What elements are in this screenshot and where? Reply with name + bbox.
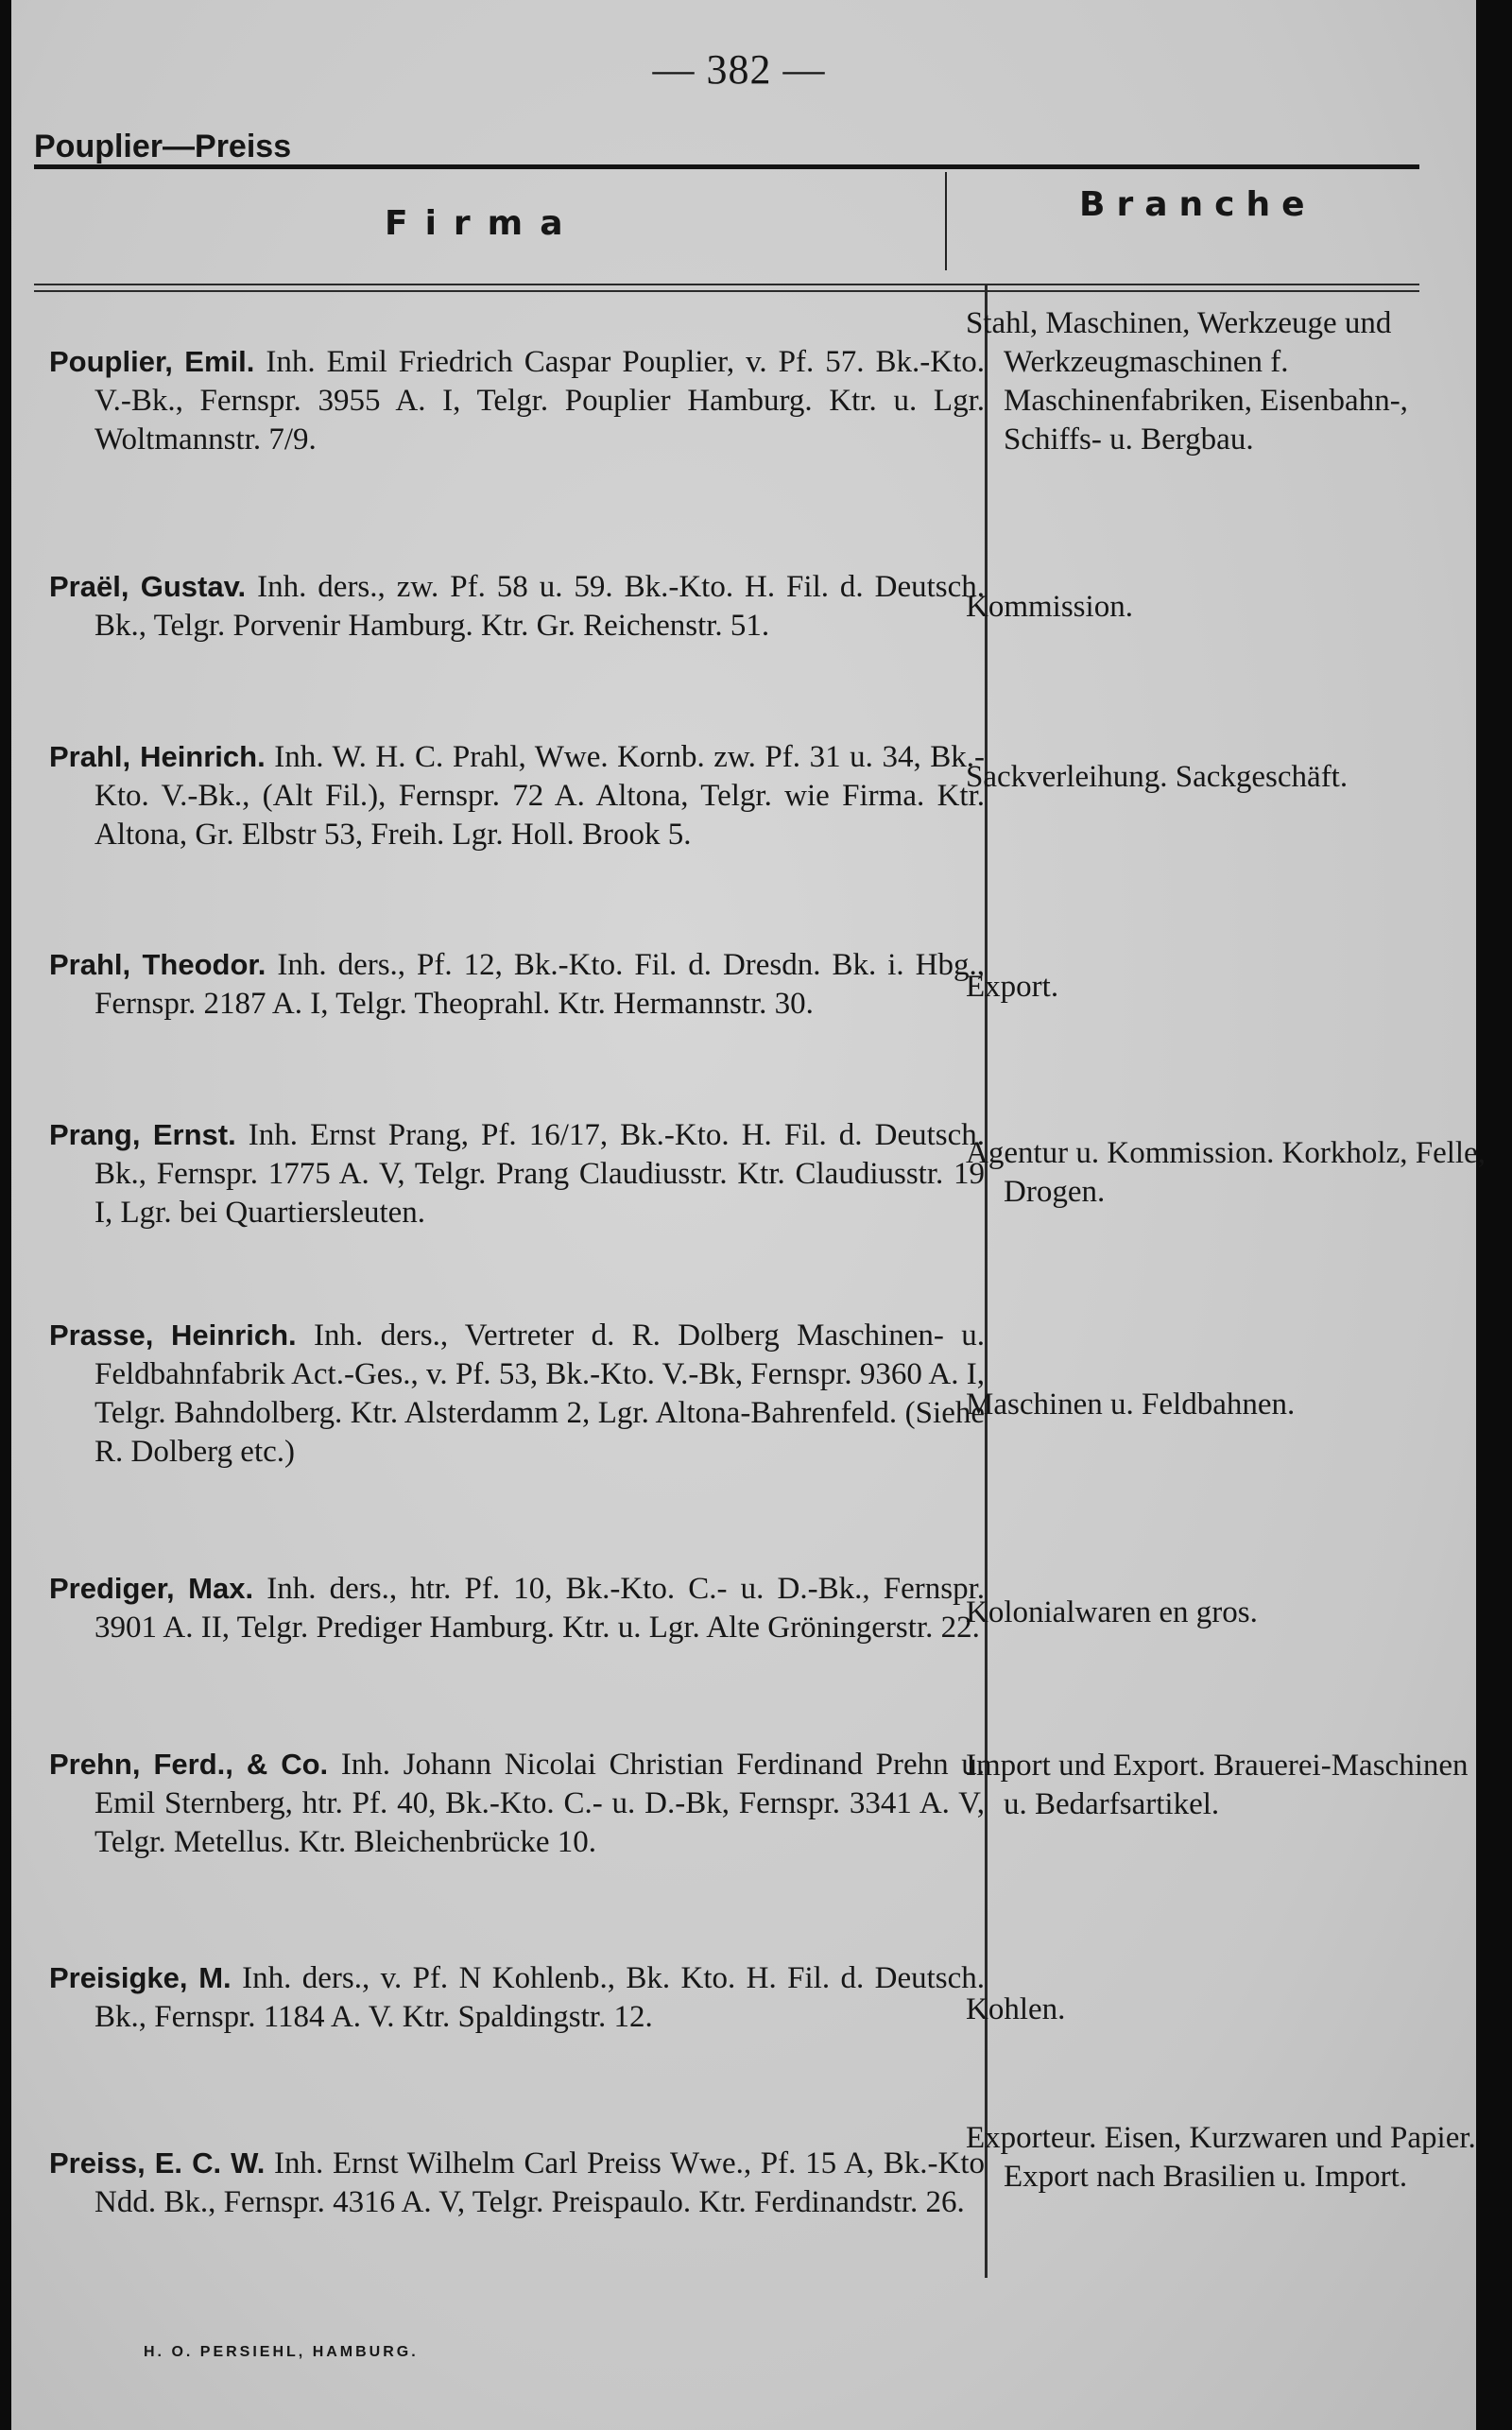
- header-double-rule-bottom: [34, 290, 1419, 292]
- firm-name: Preisigke, M.: [49, 1961, 232, 1994]
- firm-name: Prahl, Theodor.: [49, 948, 266, 981]
- header-column-divider: [945, 172, 947, 270]
- directory-entry: [49, 1115, 985, 1232]
- column-header-firma: Firma: [385, 204, 580, 243]
- entry-branche: Stahl, Maschinen, Werkzeuge und Werkzeugmaschinen f. Maschinenfabriken, Eisenbahn-, Schiffs- u. Bergbau.: [966, 306, 1408, 457]
- directory-entry: [49, 1316, 985, 1472]
- directory-entry: [49, 737, 985, 854]
- entry-branche: Sackverleihung. Sackgeschäft.: [966, 760, 1349, 794]
- entry-branche: Kohlen.: [966, 1992, 1066, 2026]
- entry-firma: [49, 737, 985, 854]
- entry-firma: [49, 567, 985, 646]
- firm-name: Prehn, Ferd., & Co.: [49, 1748, 329, 1781]
- firm-name: Prahl, Heinrich.: [49, 740, 266, 773]
- entry-branche: Agentur u. Kommission. Korkholz, Felle, Drogen.: [966, 1136, 1486, 1209]
- firm-details: Inh. ders., Pf. 12, Bk.-Kto. Fil. d. Dresdn. Bk. i. Hbg., Fernspr. 2187 A. I, Telgr. Theoprahl. Ktr. Hermannstr. 30.: [94, 948, 985, 1021]
- column-header-branche: Branche: [1079, 185, 1316, 224]
- entry-branche: Exporteur. Eisen, Kurzwaren und Papier. Export nach Brasilien u. Import.: [966, 2121, 1476, 2194]
- printer-imprint: H. O. PERSIEHL, HAMBURG.: [144, 2344, 419, 2360]
- firm-name: Prasse, Heinrich.: [49, 1318, 297, 1352]
- entry-branche: Kolonialwaren en gros.: [966, 1595, 1258, 1629]
- firm-name: Pouplier, Emil.: [49, 345, 255, 378]
- directory-entry: [49, 2144, 985, 2222]
- entry-branche: Maschinen u. Feldbahnen.: [966, 1387, 1296, 1422]
- firm-details: Inh. ders., v. Pf. N Kohlenb., Bk. Kto. H. Fil. d. Deutsch. Bk., Fernspr. 1184 A. V. Ktr. Spaldingstr. 12.: [94, 1961, 985, 2034]
- entry-firma: [49, 1569, 985, 1647]
- firm-details: Inh. Ernst Wilhelm Carl Preiss Wwe., Pf. 15 A, Bk.-Kto Ndd. Bk., Fernspr. 4316 A. V, Telgr. Preispaulo. Ktr. Ferdinandstr. 26.: [94, 2146, 985, 2219]
- entry-branche: Import und Export. Brauerei-Maschinen u. Bedarfsartikel.: [966, 1749, 1469, 1821]
- running-head: Pouplier—Preiss: [34, 129, 292, 164]
- firm-details: Inh. W. H. C. Prahl, Wwe. Kornb. zw. Pf. 31 u. 34, Bk.-Kto. V.-Bk., (Alt Fil.), Fernspr. 72 A. Altona, Telgr. wie Firma. Ktr. Altona, Gr. Elbstr 53, Freih. Lgr. Holl. Brook 5.: [94, 740, 985, 852]
- entry-firma: [49, 945, 985, 1024]
- entry-branche: Export.: [966, 970, 1059, 1004]
- column-divider: [985, 284, 988, 2278]
- firm-name: Prang, Ernst.: [49, 1118, 236, 1151]
- entry-branche: Kommission.: [966, 590, 1133, 624]
- directory-entry: [49, 567, 985, 646]
- firm-details: Inh. ders., htr. Pf. 10, Bk.-Kto. C.- u. D.-Bk., Fernspr. 3901 A. II, Telgr. Prediger Hamburg. Ktr. u. Lgr. Alte Gröningerstr. 22.: [94, 1572, 985, 1645]
- firm-details: Inh. ders., Vertreter d. R. Dolberg Maschinen- u. Feldbahnfabrik Act.-Ges., v. Pf. 53, Bk.-Kto. V.-Bk, Fernspr. 9360 A. I, Telgr. Bahndolberg. Ktr. Alsterdamm 2, Lgr. Altona-Bahrenfeld. (Siehe R. Dolberg etc.): [94, 1318, 986, 1469]
- directory-entry: [49, 1958, 985, 2037]
- entry-firma: [49, 1958, 985, 2037]
- firm-name: Prediger, Max.: [49, 1572, 254, 1605]
- entry-firma: [49, 1115, 985, 1232]
- firm-name: Preiss, E. C. W.: [49, 2146, 266, 2180]
- header-rule: [34, 164, 1419, 169]
- entry-firma: [49, 2144, 985, 2222]
- directory-entry: [49, 945, 985, 1024]
- entry-firma: [49, 342, 985, 459]
- directory-page: [11, 0, 1486, 2430]
- firm-details: Inh. Johann Nicolai Christian Ferdinand Prehn u. Emil Sternberg, htr. Pf. 40, Bk.-Kto. C.- u. D.-Bk, Fernspr. 3341 A. V, Telgr. Metellus. Ktr. Bleichenbrücke 10.: [94, 1748, 986, 1859]
- entry-firma: [49, 1316, 985, 1472]
- firm-details: Inh. Emil Friedrich Caspar Pouplier, v. Pf. 57. Bk.-Kto. V.-Bk., Fernspr. 3955 A. I, Telgr. Pouplier Hamburg. Ktr. u. Lgr. Woltmannstr. 7/9.: [94, 345, 985, 457]
- directory-entry: [49, 1745, 985, 1862]
- page-number: — 382 —: [652, 46, 826, 93]
- firm-details: Inh. ders., zw. Pf. 58 u. 59. Bk.-Kto. H. Fil. d. Deutsch. Bk., Telgr. Porvenir Hamburg. Ktr. Gr. Reichenstr. 51.: [94, 570, 986, 643]
- firm-name: Praël, Gustav.: [49, 570, 247, 603]
- directory-entry: [49, 342, 985, 459]
- header-double-rule-top: [34, 284, 1419, 285]
- directory-entry: [49, 1569, 985, 1647]
- firm-details: Inh. Ernst Prang, Pf. 16/17, Bk.-Kto. H. Fil. d. Deutsch. Bk., Fernspr. 1775 A. V, Telgr. Prang Claudiusstr. Ktr. Claudiusstr. 19 I, Lgr. bei Quartiersleuten.: [94, 1118, 985, 1230]
- entry-firma: [49, 1745, 985, 1862]
